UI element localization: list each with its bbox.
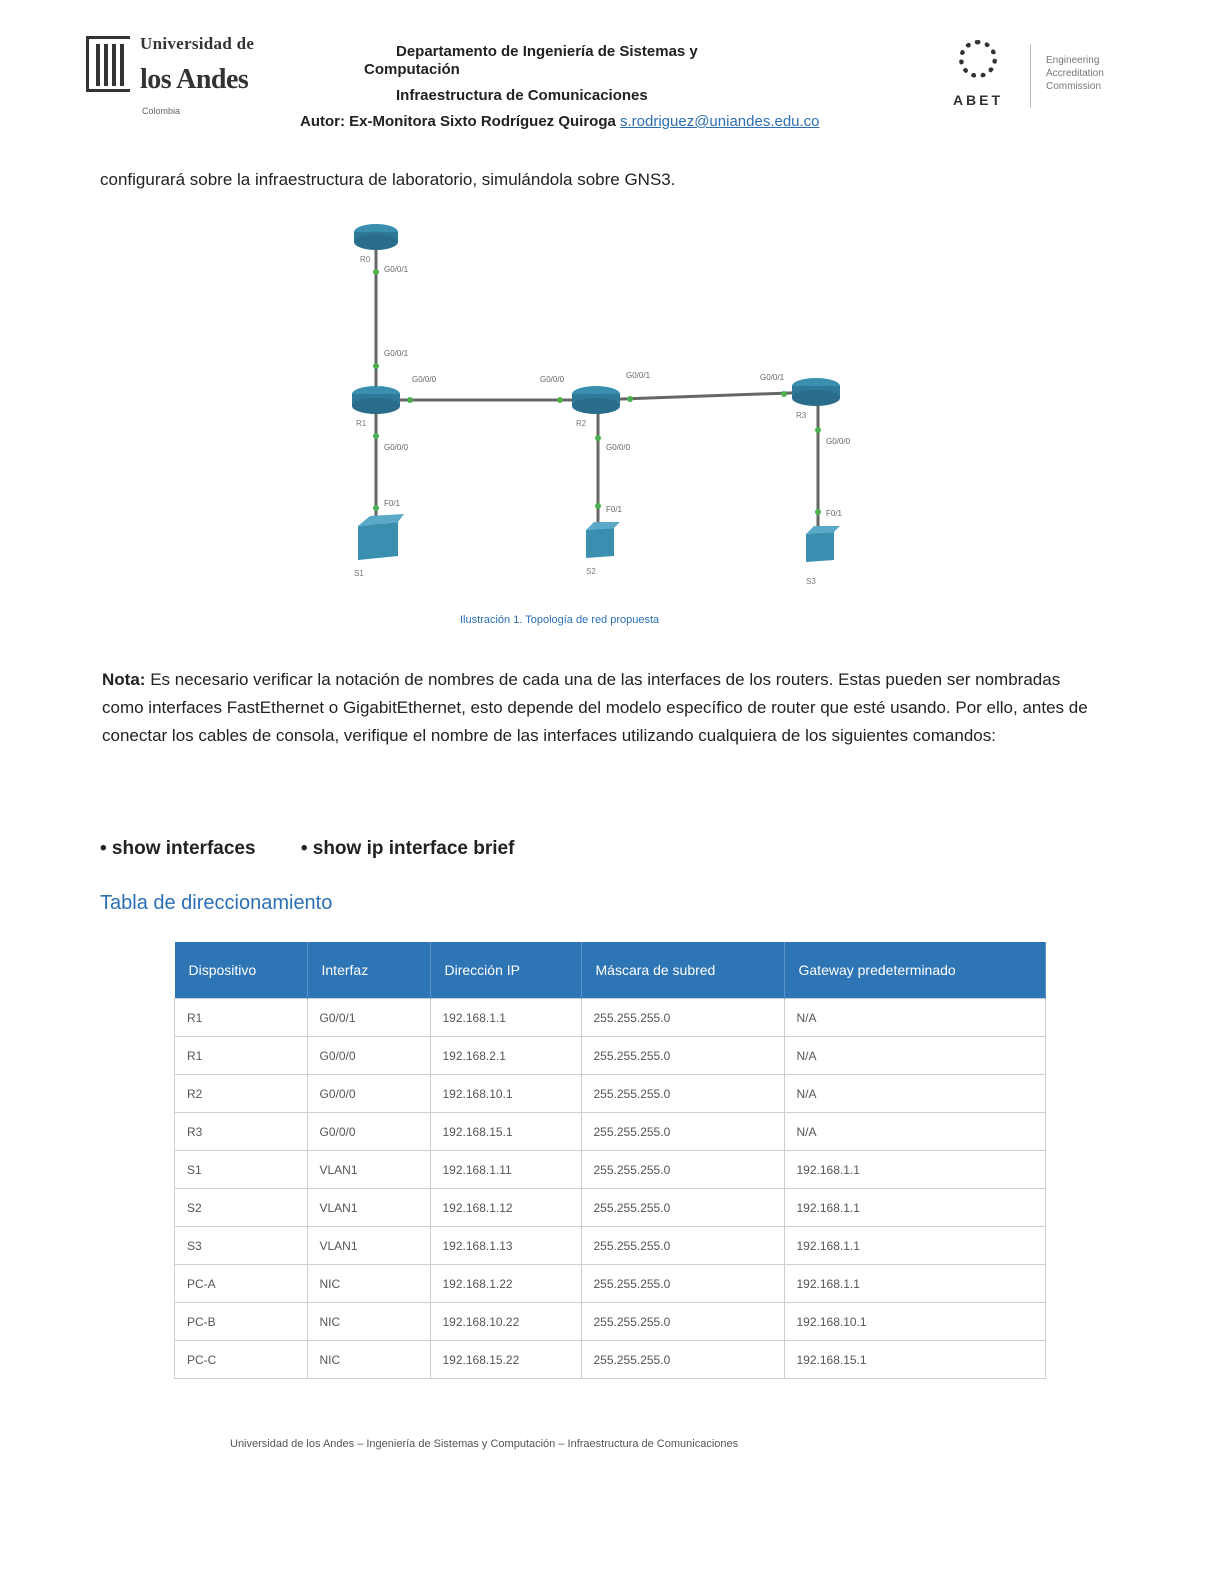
logo-text-line3: Colombia bbox=[142, 106, 181, 116]
table-cell: NIC bbox=[307, 1341, 430, 1379]
table-cell: N/A bbox=[784, 1037, 1045, 1075]
link-dot bbox=[557, 397, 563, 403]
header-author bbox=[300, 110, 900, 134]
table-cell: R1 bbox=[175, 1037, 308, 1075]
table-row bbox=[175, 1265, 1046, 1303]
table-cell: S3 bbox=[175, 1227, 308, 1265]
intro-text: configurará sobre la infraestructura de laboratorio, simulándola sobre GNS3. bbox=[100, 170, 676, 189]
table-cell: 192.168.1.1 bbox=[430, 999, 581, 1037]
table-cell: 255.255.255.0 bbox=[581, 1265, 784, 1303]
link-label: G0/0/0 bbox=[606, 443, 631, 452]
link-label: G0/0/1 bbox=[384, 349, 409, 358]
command-show-interfaces: • show interfaces bbox=[100, 838, 256, 859]
table-row bbox=[175, 1075, 1046, 1113]
device-label: S2 bbox=[586, 567, 596, 576]
table-cell: 192.168.1.1 bbox=[784, 1227, 1045, 1265]
table-cell: 192.168.1.1 bbox=[784, 1189, 1045, 1227]
link-dot bbox=[373, 505, 379, 511]
switch-icon bbox=[586, 522, 620, 576]
table-cell: 192.168.10.1 bbox=[784, 1303, 1045, 1341]
link-label: G0/0/0 bbox=[826, 437, 851, 446]
link-dot bbox=[595, 503, 601, 509]
table-row bbox=[175, 1303, 1046, 1341]
university-logo bbox=[86, 30, 288, 120]
author-email-link[interactable]: s.rodriguez@uniandes.edu.co bbox=[620, 113, 820, 130]
table-row bbox=[175, 1341, 1046, 1379]
table-cell: R1 bbox=[175, 999, 308, 1037]
author-name: Autor: Ex-Monitora Sixto Rodríguez Quiroga bbox=[300, 113, 616, 130]
link-label: G0/0/0 bbox=[540, 375, 565, 384]
abet-description bbox=[1046, 54, 1166, 93]
table-cell: 255.255.255.0 bbox=[581, 1341, 784, 1379]
table-row bbox=[175, 1189, 1046, 1227]
command-list bbox=[100, 838, 554, 860]
table-cell: 192.168.15.22 bbox=[430, 1341, 581, 1379]
table-row bbox=[175, 1113, 1046, 1151]
link-dot bbox=[815, 427, 821, 433]
abet-ring-icon bbox=[959, 40, 997, 78]
table-cell: 192.168.10.1 bbox=[430, 1075, 581, 1113]
table-row bbox=[175, 1037, 1046, 1075]
logo-text-line1: Universidad de bbox=[140, 34, 255, 53]
table-cell: N/A bbox=[784, 999, 1045, 1037]
link-label: G0/0/1 bbox=[626, 371, 651, 380]
table-cell: 192.168.1.1 bbox=[784, 1265, 1045, 1303]
table-cell: 192.168.15.1 bbox=[784, 1341, 1045, 1379]
table-cell: 255.255.255.0 bbox=[581, 1189, 784, 1227]
table-cell: N/A bbox=[784, 1075, 1045, 1113]
table-cell: NIC bbox=[307, 1265, 430, 1303]
link-dot bbox=[627, 396, 633, 402]
page-footer: Universidad de los Andes – Ingeniería de Sistemas y Computación – Infraestructura de Comunicaciones bbox=[230, 1438, 739, 1450]
command-show-ip-interface-brief: • show ip interface brief bbox=[300, 838, 515, 859]
table-cell: S1 bbox=[175, 1151, 308, 1189]
table-cell: 192.168.1.1 bbox=[784, 1151, 1045, 1189]
router-icon bbox=[792, 378, 840, 420]
device-label: R0 bbox=[360, 255, 371, 264]
header-line-2: Computación bbox=[364, 61, 460, 78]
link-dot bbox=[815, 509, 821, 515]
link-label: F0/1 bbox=[826, 509, 843, 518]
table-cell: G0/0/0 bbox=[307, 1075, 430, 1113]
table-title: Tabla de direccionamiento bbox=[100, 892, 333, 914]
table-header-cell: Gateway predeterminado bbox=[784, 942, 1045, 999]
table-cell: 255.255.255.0 bbox=[581, 1113, 784, 1151]
table-header-row bbox=[175, 942, 1046, 999]
link-dot bbox=[373, 433, 379, 439]
table-cell: PC-C bbox=[175, 1341, 308, 1379]
table-cell: 192.168.1.11 bbox=[430, 1151, 581, 1189]
device-label: S3 bbox=[806, 577, 816, 586]
switch-icon bbox=[806, 526, 840, 586]
table-cell: 255.255.255.0 bbox=[581, 1037, 784, 1075]
link-dot bbox=[595, 435, 601, 441]
table-cell: 192.168.2.1 bbox=[430, 1037, 581, 1075]
table-cell: 255.255.255.0 bbox=[581, 1151, 784, 1189]
table-header-cell: Dirección IP bbox=[430, 942, 581, 999]
table-row bbox=[175, 1151, 1046, 1189]
link-dot bbox=[373, 363, 379, 369]
table-cell: 192.168.1.13 bbox=[430, 1227, 581, 1265]
table-cell: VLAN1 bbox=[307, 1151, 430, 1189]
table-cell: S2 bbox=[175, 1189, 308, 1227]
link-dot bbox=[781, 391, 787, 397]
link-label: G0/0/1 bbox=[384, 265, 409, 274]
table-cell: N/A bbox=[784, 1113, 1045, 1151]
note-text: Es necesario verificar la notación de nombres de cada una de las interfaces de los routers. Estas pueden ser nombradas como interfaces FastEthernet o GigabitEthernet, esto depende del modelo específico de router que esté usando. Por ello, antes de conectar los cables de consola, verifique el nombre de las interfaces utilizando cualquiera de los siguientes comandos: bbox=[102, 670, 1088, 745]
table-row bbox=[175, 1227, 1046, 1265]
table-header-cell: Máscara de subred bbox=[581, 942, 784, 999]
table-cell: G0/0/0 bbox=[307, 1037, 430, 1075]
abet-logo bbox=[938, 40, 1018, 114]
table-cell: R3 bbox=[175, 1113, 308, 1151]
link-label: G0/0/1 bbox=[760, 373, 785, 382]
network-topology-diagram bbox=[340, 210, 900, 600]
table-cell: G0/0/0 bbox=[307, 1113, 430, 1151]
table-header-cell: Interfaz bbox=[307, 942, 430, 999]
table-cell: R2 bbox=[175, 1075, 308, 1113]
table-body bbox=[175, 999, 1046, 1379]
abet-logo-text: ABET bbox=[952, 92, 1004, 108]
router-icon bbox=[572, 386, 620, 428]
addressing-table bbox=[174, 942, 1046, 1379]
header-divider bbox=[1030, 44, 1031, 108]
table-header-cell: Dispositivo bbox=[175, 942, 308, 999]
abet-desc-line: Commission bbox=[1046, 81, 1102, 92]
table-cell: 255.255.255.0 bbox=[581, 1303, 784, 1341]
device-label: R3 bbox=[796, 411, 807, 420]
table-row bbox=[175, 999, 1046, 1037]
device-label: R1 bbox=[356, 419, 367, 428]
link-label: G0/0/0 bbox=[384, 443, 409, 452]
link-dot bbox=[407, 397, 413, 403]
link-label: F0/1 bbox=[606, 505, 623, 514]
table-cell: G0/0/1 bbox=[307, 999, 430, 1037]
switch-icon bbox=[354, 514, 404, 578]
logo-bars-icon bbox=[96, 44, 124, 86]
header-line-1: Departamento de Ingeniería de Sistemas y bbox=[396, 43, 698, 60]
table-cell: 255.255.255.0 bbox=[581, 1075, 784, 1113]
device-label: S1 bbox=[354, 569, 364, 578]
table-cell: VLAN1 bbox=[307, 1227, 430, 1265]
table-cell: 255.255.255.0 bbox=[581, 999, 784, 1037]
table-cell: NIC bbox=[307, 1303, 430, 1341]
link-label: G0/0/0 bbox=[412, 375, 437, 384]
link-label: F0/1 bbox=[384, 499, 401, 508]
table-cell: PC-A bbox=[175, 1265, 308, 1303]
note-label: Nota: bbox=[102, 670, 146, 689]
header-title bbox=[300, 40, 900, 134]
logo-text-line2: los Andes bbox=[140, 64, 249, 95]
table-cell: VLAN1 bbox=[307, 1189, 430, 1227]
table-cell: 192.168.1.22 bbox=[430, 1265, 581, 1303]
abet-desc-line: Engineering bbox=[1046, 55, 1100, 66]
abet-desc-line: Accreditation bbox=[1046, 68, 1104, 79]
link-dot bbox=[373, 269, 379, 275]
table-cell: 192.168.1.12 bbox=[430, 1189, 581, 1227]
table-cell: 255.255.255.0 bbox=[581, 1227, 784, 1265]
table-cell: 192.168.15.1 bbox=[430, 1113, 581, 1151]
header-line-3: Infraestructura de Comunicaciones bbox=[396, 87, 648, 104]
note-paragraph bbox=[102, 666, 1092, 750]
figure-caption: Ilustración 1. Topología de red propuesta bbox=[460, 614, 660, 626]
device-label: R2 bbox=[576, 419, 587, 428]
table-cell: 192.168.10.22 bbox=[430, 1303, 581, 1341]
table-cell: PC-B bbox=[175, 1303, 308, 1341]
